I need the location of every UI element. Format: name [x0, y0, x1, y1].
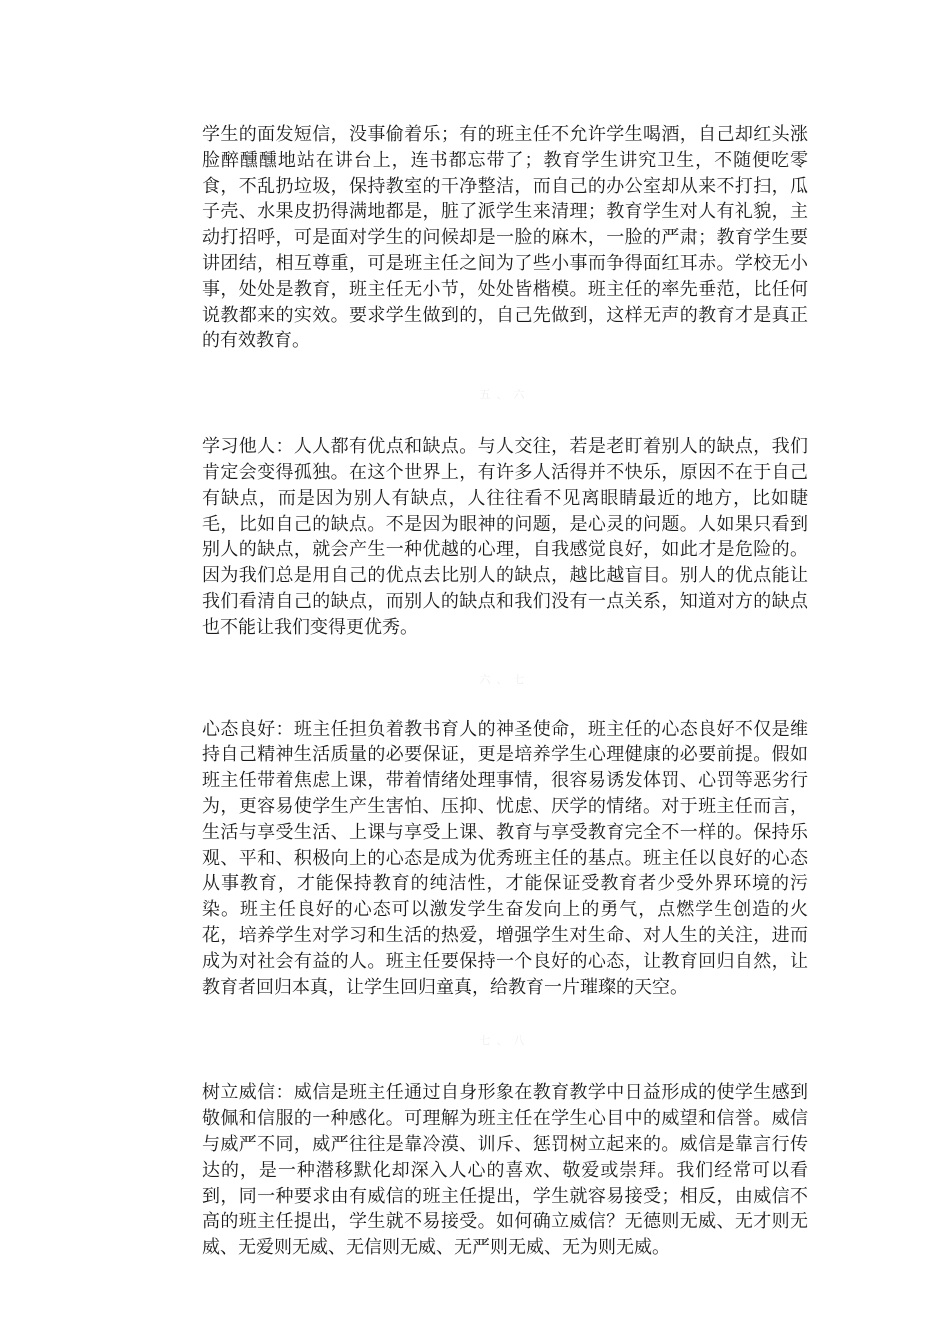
faint-separator-text: 六、七	[479, 672, 531, 686]
faint-separator-text: 五、六	[479, 388, 531, 402]
faint-separator-text: 七、八	[479, 1034, 531, 1048]
section-separator	[202, 1000, 808, 1080]
paragraph-learn-from-others: 学习他人：人人都有优点和缺点。与人交往，若是老盯着别人的缺点，我们肯定会变得孤独。在这个世界上，有许多人活得并不快乐，原因不在于自己有缺点，而是因为别人有缺点，人往往看不见离眼睛最近的地方，比如睫毛，比如自己的缺点。不是因为眼神的问题，是心灵的问题。人如果只看到别人的缺点，就会产生一种优越的心理，自我感觉良好，如此才是危险的。因为我们总是用自己的优点去比别人的缺点，越比越盲目。别人的优点能让我们看清自己的缺点，而别人的缺点和我们没有一点关系，知道对方的缺点也不能让我们变得更优秀。	[202, 436, 808, 638]
document-page	[202, 122, 808, 1261]
section-separator	[202, 354, 808, 434]
paragraph-build-prestige: 树立威信：威信是班主任通过自身形象在教育教学中日益形成的使学生感到敬佩和信服的一种感化。可理解为班主任在学生心目中的威望和信誉。威信与威严不同，威严往往是靠冷漠、训斥、惩罚树立起来的。威信是靠言行传达的，是一种潜移默化却深入人心的喜欢、敬爱或崇拜。我们经常可以看到，同一种要求由有威信的班主任提出，学生就容易接受；相反，由威信不高的班主任提出，学生就不易接受。如何确立威信？无德则无威、无才则无威、无爱则无威、无信则无威、无严则无威、无为则无威。	[202, 1082, 808, 1259]
section-separator	[202, 641, 808, 717]
paragraph-role-model: 学生的面发短信，没事偷着乐；有的班主任不允许学生喝酒，自己却红头涨脸醉醺醺地站在讲台上，连书都忘带了；教育学生讲究卫生，不随便吃零食，不乱扔垃圾，保持教室的干净整洁，而自己的办公室却从来不打扫，瓜子壳、水果皮扔得满地都是，脏了派学生来清理；教育学生对人有礼貌，主动打招呼，可是面对学生的问候却是一脸的麻木，一脸的严肃；教育学生要讲团结，相互尊重，可是班主任之间为了些小事而争得面红耳赤。学校无小事，处处是教育，班主任无小节，处处皆楷模。班主任的率先垂范，比任何说教都来的实效。要求学生做到的，自己先做到，这样无声的教育才是真正的有效教育。	[202, 124, 808, 352]
paragraph-good-mindset: 心态良好：班主任担负着教书育人的神圣使命，班主任的心态良好不仅是维持自己精神生活质量的必要保证，更是培养学生心理健康的必要前提。假如班主任带着焦虑上课，带着情绪处理事情，很容易诱发体罚、心罚等恶劣行为，更容易使学生产生害怕、压抑、忧虑、厌学的情绪。对于班主任而言，生活与享受生活、上课与享受上课、教育与享受教育完全不一样的。保持乐观、平和、积极向上的心态是成为优秀班主任的基点。班主任以良好的心态从事教育，才能保持教育的纯洁性，才能保证受教育者少受外界环境的污染。班主任良好的心态可以激发学生奋发向上的勇气，点燃学生创造的火花，培养学生对学习和生活的热爱，增强学生对生命、对人生的关注，进而成为对社会有益的人。班主任要保持一个良好的心态，让教育回归自然，让教育者回归本真，让学生回归童真，给教育一片璀璨的天空。	[202, 718, 808, 998]
